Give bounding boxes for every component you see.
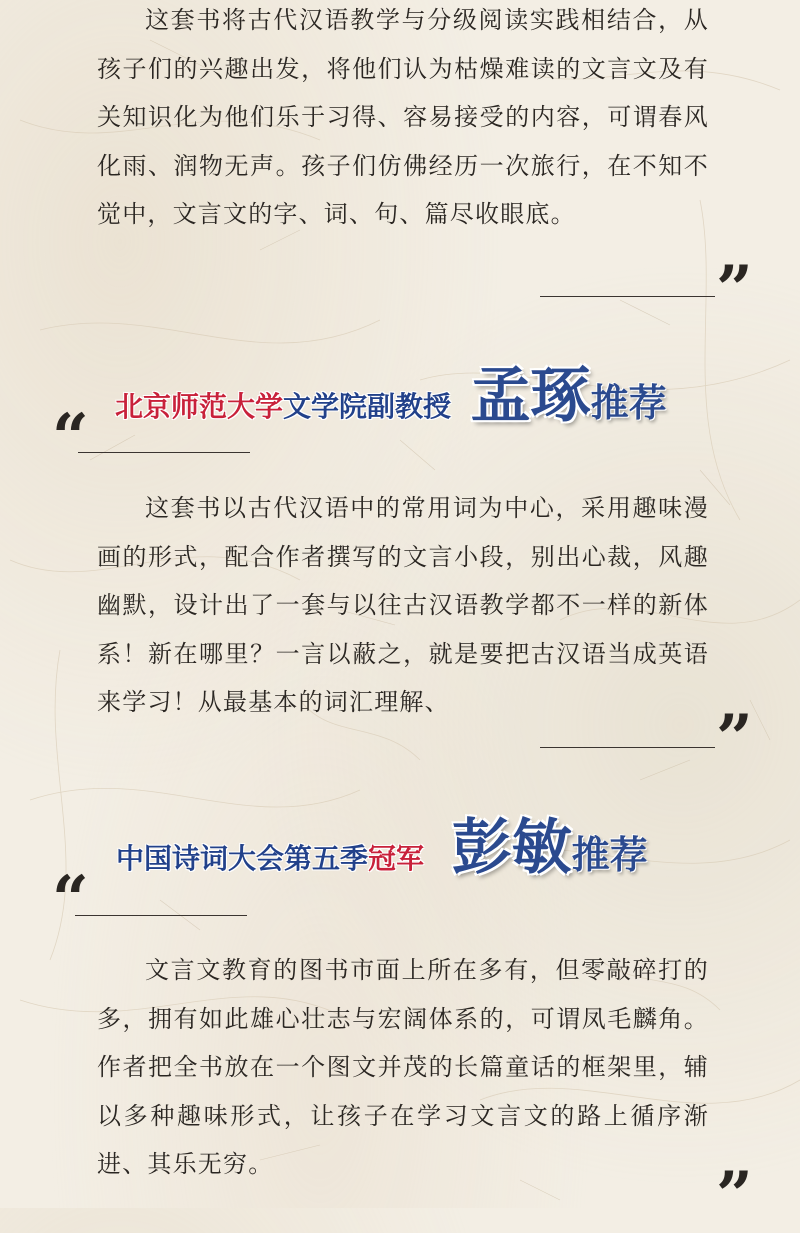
opening-quote-mark-2: “: [52, 862, 89, 937]
quote-paragraph-2: 这套书以古代汉语中的常用词为中心，采用趣味漫画的形式，配合作者撰写的文言小段，别出心裁，风趣幽默，设计出了一套与以往古汉语教学都不一样的新体系！新在哪里？一言以蔽之，就是要把古汉语当成英语来学习！从最基本的词汇理解、: [97, 494, 709, 717]
recommender-heading-2: [116, 813, 648, 883]
closing-quote-mark-1: ”: [716, 252, 753, 327]
heading-1-person-name: 孟琢: [470, 361, 591, 431]
heading-1-title: 文学院副教授: [283, 390, 452, 423]
heading-2-event: 中国诗词大会第五季: [116, 842, 369, 875]
heading-2-person-name: 彭敏: [451, 813, 572, 883]
heading-1-recommend-label: 推荐: [590, 380, 667, 425]
divider-line-2: [78, 452, 250, 453]
heading-2-title: 冠军: [368, 842, 425, 875]
heading-1-organization: 北京师范大学: [115, 390, 284, 423]
divider-line-3: [540, 747, 715, 748]
closing-quote-mark-3: ”: [716, 1158, 753, 1233]
closing-quote-mark-2: ”: [716, 701, 753, 776]
quote-paragraph-1: 这套书将古代汉语教学与分级阅读实践相结合，从孩子们的兴趣出发，将他们认为枯燥难读的文言文及有关知识化为他们乐于习得、容易接受的内容，可谓春风化雨、润物无声。孩子们仿佛经历一次旅行，在不知不觉中，文言文的字、词、句、篇尽收眼底。: [97, 6, 709, 229]
divider-line-1: [540, 296, 715, 297]
quote-paragraph-3: 文言文教育的图书市面上所在多有，但零敲碎打的多，拥有如此雄心壮志与宏阔体系的，可谓凤毛麟角。作者把全书放在一个图文并茂的长篇童话的框架里，辅以多种趣味形式，让孩子在学习文言文的路上循序渐进、其乐无穷。: [97, 956, 709, 1179]
heading-2-recommend-label: 推荐: [571, 832, 648, 877]
divider-line-4: [75, 915, 247, 916]
opening-quote-mark-1: “: [52, 400, 89, 475]
recommender-heading-1: [115, 361, 667, 431]
